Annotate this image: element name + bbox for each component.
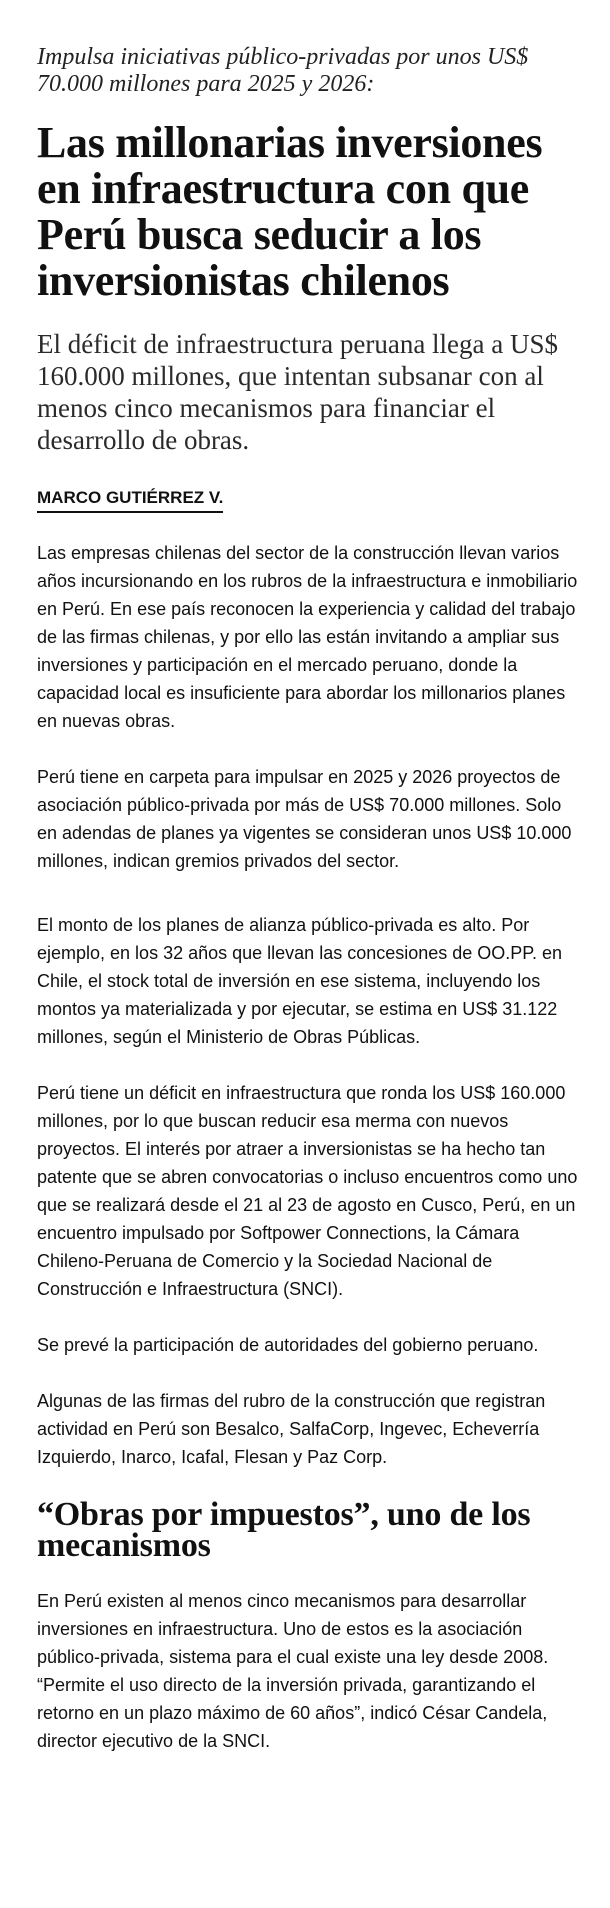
- section-paragraph-1: En Perú existen al menos cinco mecanismos para desarrollar inversiones en infraestructura. Uno de estos es la asociación público-privada, sistema para el cual existe una ley desde 2008. “Permite el uso directo de la inversión privada, garantizando el retorno en un plazo máximo de 60 años”, indicó César Candela, director ejecutivo de la SNCI.: [37, 1591, 549, 1751]
- body-paragraph-1: Las empresas chilenas del sector de la construcción llevan varios años incursionando en los rubros de la infraestructura e inmobiliario en Perú. En ese país reconocen la experiencia y calidad del trabajo de las firmas chilenas, y por ello las están invitando a ampliar sus inversiones y participación en el mercado peruano, donde la capacidad local es insuficiente para abordar los millonarios planes en nuevas obras.: [37, 543, 578, 731]
- body-paragraph-2: Perú tiene en carpeta para impulsar en 2025 y 2026 proyectos de asociación público-privada por más de US$ 70.000 millones. Solo en adendas de planes ya vigentes se consideran unos US$ 10.000 millones, indican gremios privados del sector.: [37, 767, 572, 871]
- article-headline: Las millonarias inversiones en infraestructura con que Perú busca seducir a los inversionistas chilenos: [37, 118, 543, 305]
- author-byline-link[interactable]: MARCO GUTIÉRREZ V.: [37, 487, 223, 513]
- article-subheadline: El déficit de infraestructura peruana llega a US$ 160.000 millones, que intentan subsanar con al menos cinco mecanismos para financiar el desarrollo de obras.: [37, 329, 559, 455]
- body-paragraph-3: El monto de los planes de alianza público-privada es alto. Por ejemplo, en los 32 años que llevan las concesiones de OO.PP. en Chile, el stock total de inversión en ese sistema, incluyendo los montos ya materializada y por ejecutar, se estima en US$ 31.122 millones, según el Ministerio de Obras Públicas.: [37, 915, 563, 1047]
- body-paragraph-6: Algunas de las firmas del rubro de la construcción que registran actividad en Perú son Besalco, SalfaCorp, Ingevec, Echeverría Izquierdo, Inarco, Icafal, Flesan y Paz Corp.: [37, 1391, 546, 1467]
- section-heading: “Obras por impuestos”, uno de los mecanismos: [37, 1496, 531, 1564]
- body-paragraph-5: Se prevé la participación de autoridades del gobierno peruano.: [37, 1335, 539, 1355]
- body-paragraph-4: Perú tiene un déficit en infraestructura que ronda los US$ 160.000 millones, por lo que buscan reducir esa merma con nuevos proyectos. El interés por atraer a inversionistas se ha hecho tan patente que se abren convocatorias o incluso encuentros como uno que se realizará desde el 21 al 23 de agosto en Cusco, Perú, en un encuentro impulsado por Softpower Connections, la Cámara Chileno-Peruana de Comercio y la Sociedad Nacional de Construcción e Infraestructura (SNCI).: [37, 1083, 578, 1299]
- article-kicker: Impulsa iniciativas público-privadas por unos US$ 70.000 millones para 2025 y 2026:: [37, 44, 529, 97]
